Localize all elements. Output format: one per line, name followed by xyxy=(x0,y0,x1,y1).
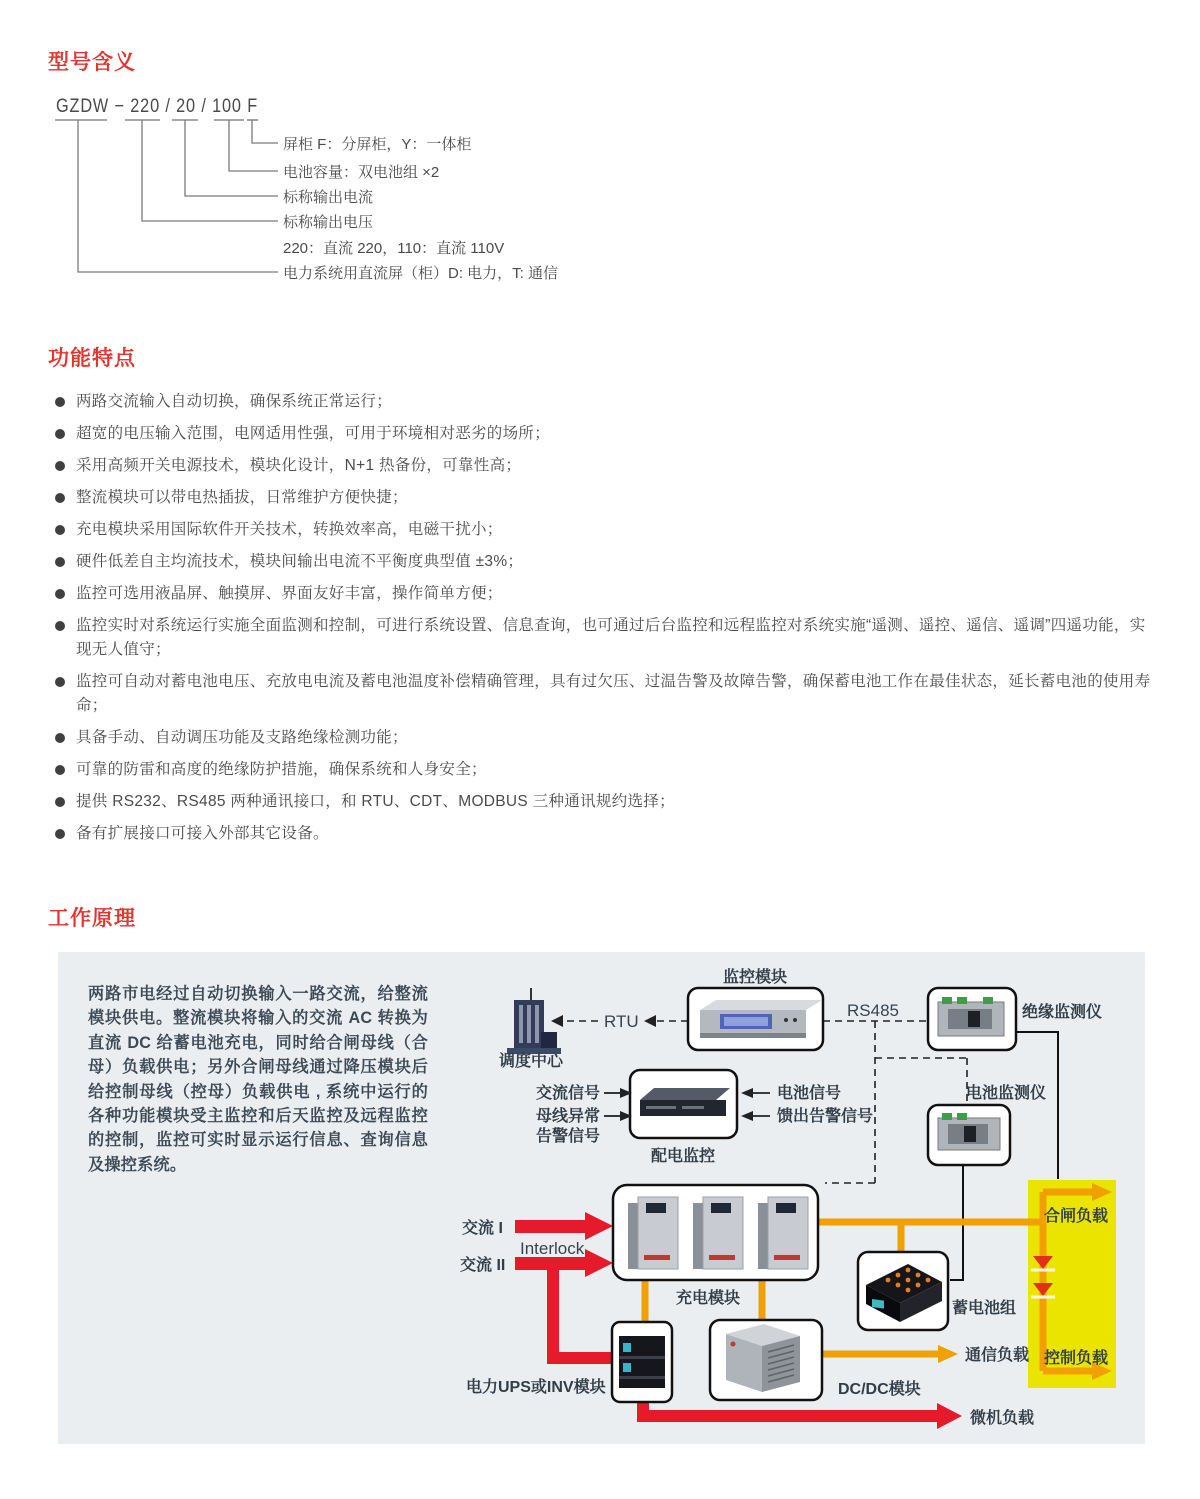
model-label: 标称输出电压 xyxy=(283,214,374,231)
feature-item: 可靠的防雷和高度的绝缘防护措施，确保系统和人身安全； xyxy=(55,758,1155,782)
label-closing-load: 合闸负载 xyxy=(1044,1208,1109,1225)
feature-item: 监控可自动对蓄电池电压、充放电电流及蓄电池温度补偿精确管理，具有过欠压、过温告警及故障告警，确保蓄电池工作在最佳状态，延长蓄电池的使用寿命； xyxy=(55,670,1155,718)
feature-item: 两路交流输入自动切换，确保系统正常运行； xyxy=(55,390,1155,414)
label-feed-alarm-signal: 馈出告警信号 xyxy=(777,1108,874,1125)
label-battery-pack: 蓄电池组 xyxy=(952,1300,1017,1317)
feature-item: 备有扩展接口可接入外部其它设备。 xyxy=(55,822,1155,846)
bullet-icon xyxy=(55,733,65,743)
feature-item: 充电模块采用国际软件开关技术，转换效率高，电磁干扰小； xyxy=(55,518,1155,542)
model-connector-lines xyxy=(78,120,278,272)
feature-item: 整流模块可以带电热插拔，日常维护方便快捷； xyxy=(55,486,1155,510)
bullet-icon xyxy=(55,493,65,503)
feature-item: 监控可选用液晶屏、触摸屏、界面友好丰富，操作简单方便； xyxy=(55,582,1155,606)
battery-monitor-icon xyxy=(938,1113,1000,1150)
label-ac-signal: 交流信号 xyxy=(536,1085,601,1102)
label-bus-abnormal: 母线异常 xyxy=(536,1108,601,1125)
bullet-icon xyxy=(55,557,65,567)
label-rtu: RTU xyxy=(604,1012,639,1031)
feature-item: 硬件低差自主均流技术，模块间输出电流不平衡度典型值 ±3%； xyxy=(55,550,1155,574)
label-charge-module: 充电模块 xyxy=(676,1290,741,1307)
working-principle-diagram xyxy=(58,952,1145,1444)
model-label: 电力系统用直流屏（柜）D: 电力，T: 通信 xyxy=(283,265,559,282)
insulation-monitor-link-line xyxy=(1016,1032,1058,1179)
feature-item: 具备手动、自动调压功能及支路绝缘检测功能； xyxy=(55,726,1155,750)
bullet-icon xyxy=(55,461,65,471)
dcdc-module-icon xyxy=(726,1324,800,1392)
label-pc-load: 微机负载 xyxy=(970,1410,1035,1427)
label-ups-module: 电力UPS或INV模块 xyxy=(466,1379,606,1396)
label-battery-monitor: 电池监测仪 xyxy=(966,1085,1047,1102)
charge-module-icon xyxy=(628,1197,808,1269)
model-section-title: 型号含义 xyxy=(48,51,136,74)
bullet-icon xyxy=(55,525,65,535)
monitor-module-icon xyxy=(700,1000,822,1038)
principle-section-title: 工作原理 xyxy=(48,907,136,930)
feature-item: 采用高频开关电源技术，模块化设计，N+1 热备份，可靠性高； xyxy=(55,454,1155,478)
bullet-icon xyxy=(55,765,65,775)
model-label: 标称输出电流 xyxy=(283,189,374,206)
label-monitor-module: 监控模块 xyxy=(723,969,788,986)
principle-paragraph: 两路市电经过自动切换输入一路交流，给整流模块供电。整流模块将输入的交流 AC 转换为直流 DC 给蓄电池充电，同时给合闸母线（合母）负载供电；另外合闸母线通过降压模块后给控制母线（控母）负载供电 , 系统中运行的各种功能模块受主监控和后天监控及远程监控的控制，监控可实时显示运行信息、查询信息及操控系统。 xyxy=(88,985,428,1174)
bullet-icon xyxy=(55,677,65,687)
label-rs485: RS485 xyxy=(847,1001,899,1020)
features-section-title: 功能特点 xyxy=(48,347,136,370)
distribution-monitor-icon xyxy=(640,1088,730,1116)
bullet-icon xyxy=(55,589,65,599)
feature-item: 提供 RS232、RS485 两种通讯接口，和 RTU、CDT、MODBUS 三种通讯规约选择； xyxy=(55,790,1155,814)
label-ac-input-2: 交流 II xyxy=(460,1257,506,1274)
model-code-diagram xyxy=(40,88,680,293)
bullet-icon xyxy=(55,797,65,807)
label-distribution-monitor: 配电监控 xyxy=(651,1148,716,1165)
insulation-monitor-icon xyxy=(938,997,1004,1036)
label-control-load: 控制负载 xyxy=(1044,1350,1109,1367)
bullet-icon xyxy=(55,397,65,407)
model-label: 屏柜 F：分屏柜，Y：一体柜 xyxy=(283,136,472,153)
model-label: 220：直流 220，110：直流 110V xyxy=(283,240,505,257)
bullet-icon xyxy=(55,829,65,839)
bullet-icon xyxy=(55,429,65,439)
label-dcdc-module: DC/DC模块 xyxy=(838,1381,921,1398)
feature-list xyxy=(55,390,1155,854)
feature-item: 超宽的电压输入范围，电网适用性强，可用于环境相对恶劣的场所； xyxy=(55,422,1155,446)
label-dispatch-center: 调度中心 xyxy=(499,1053,564,1070)
label-alarm-signal: 告警信号 xyxy=(536,1128,601,1145)
label-insulation-monitor: 绝缘监测仪 xyxy=(1022,1004,1103,1021)
bullet-icon xyxy=(55,621,65,631)
ups-module-icon xyxy=(619,1336,665,1388)
model-code: GZDW − 220 / 20 / 100 F xyxy=(56,96,258,117)
label-ac-input-1: 交流 I xyxy=(462,1220,503,1237)
feature-item: 监控实时对系统运行实施全面监测和控制，可进行系统设置、信息查询，也可通过后台监控和远程监控对系统实施“遥测、遥控、遥信、遥调”四遥功能，实现无人值守； xyxy=(55,614,1155,662)
model-label: 电池容量：双电池组 ×2 xyxy=(283,164,440,181)
label-comm-load: 通信负载 xyxy=(965,1347,1030,1364)
label-battery-signal: 电池信号 xyxy=(777,1085,842,1102)
label-interlock: Interlock xyxy=(520,1239,585,1258)
